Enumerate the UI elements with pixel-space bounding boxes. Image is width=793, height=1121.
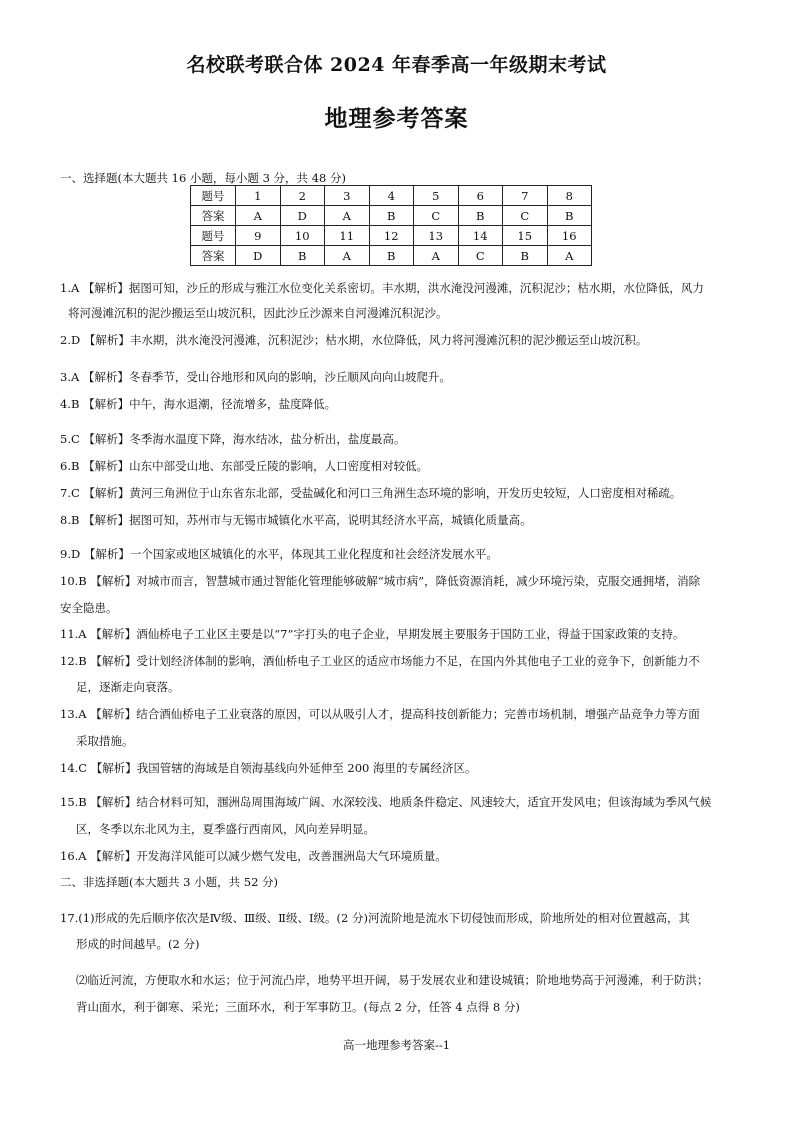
table-row xyxy=(191,226,592,246)
table-cell: 5 xyxy=(414,186,459,206)
table-cell: C xyxy=(503,206,548,226)
table-cell: 12 xyxy=(369,226,414,246)
table-cell: D xyxy=(236,246,281,266)
table-cell: B xyxy=(280,246,325,266)
table-cell: 1 xyxy=(236,186,281,206)
table-cell: 14 xyxy=(458,226,503,246)
answer-table xyxy=(190,185,592,266)
page-footer: 高一地理参考答案--1 xyxy=(342,1038,451,1052)
explanation-line: 足，逐渐走向衰落。 xyxy=(76,680,180,694)
section-heading-choice: 一、选择题(本大题共 16 小题，每小题 3 分，共 48 分) xyxy=(60,171,346,185)
explanation-line: 16.A 【解析】开发海洋风能可以减少燃气发电，改善涠洲岛大气环境质量。 xyxy=(60,849,447,863)
explanation-line: 2.D 【解析】丰水期，洪水淹没河漫滩，沉积泥沙；枯水期，水位降低，风力将河漫滩沉积的泥沙搬运至山坡沉积。 xyxy=(60,333,648,347)
explanation-line: 13.A 【解析】结合酒仙桥电子工业衰落的原因，可以从吸引人才，提高科技创新能力；完善市场机制，增强产品竞争力等方面 xyxy=(60,707,700,721)
table-cell: 8 xyxy=(547,186,592,206)
row-label: 答案 xyxy=(191,206,236,226)
document-subtitle: 地理参考答案 xyxy=(324,105,469,132)
section-heading-nonchoice: 二、非选择题(本大题共 3 小题，共 52 分) xyxy=(60,875,279,889)
table-cell: 13 xyxy=(414,226,459,246)
explanation-line: 将河漫滩沉积的泥沙搬运至山坡沉积，因此沙丘沙源来自河漫滩沉积泥沙。 xyxy=(68,306,448,320)
explanation-line: 形成的时间越早。(2 分) xyxy=(76,937,200,951)
explanation-line: 4.B 【解析】中午，海水退潮，径流增多，盐度降低。 xyxy=(60,397,337,411)
explanation-line: 7.C 【解析】黄河三角洲位于山东省东北部，受盐碱化和河口三角洲生态环境的影响，开发历史较短，人口密度相对稀疏。 xyxy=(60,486,682,500)
explanation-line: 区，冬季以东北风为主，夏季盛行西南风，风向差异明显。 xyxy=(76,822,375,836)
row-label: 题号 xyxy=(191,226,236,246)
table-cell: B xyxy=(458,206,503,226)
table-cell: C xyxy=(414,206,459,226)
explanation-line: 8.B 【解析】据图可知，苏州市与无锡市城镇化水平高，说明其经济水平高，城镇化质量高。 xyxy=(60,513,532,527)
exam-title: 名校联考联合体 2024 年春季高一年级期末考试 xyxy=(186,54,607,76)
explanation-line: 1.A 【解析】据图可知，沙丘的形成与雅江水位变化关系密切。丰水期，洪水淹没河漫滩，沉积泥沙；枯水期，水位降低，风力 xyxy=(60,281,704,295)
table-cell: D xyxy=(280,206,325,226)
table-row xyxy=(191,206,592,226)
table-cell: A xyxy=(547,246,592,266)
explanation-line: 背山面水，利于御寒、采光；三面环水，利于军事防卫。(每点 2 分，任答 4 点得 8 分) xyxy=(76,1000,520,1014)
explanation-line: ⑵临近河流，方便取水和水运；位于河流凸岸，地势平坦开阔，易于发展农业和建设城镇；阶地地势高于河漫滩，利于防洪； xyxy=(76,973,709,987)
row-label: 答案 xyxy=(191,246,236,266)
explanation-line: 5.C 【解析】冬季海水温度下降，海水结冰，盐分析出，盐度最高。 xyxy=(60,432,406,446)
table-cell: 15 xyxy=(503,226,548,246)
table-cell: 7 xyxy=(503,186,548,206)
explanation-line: 9.D 【解析】一个国家或地区城镇化的水平，体现其工业化程度和社会经济发展水平。 xyxy=(60,547,498,561)
table-cell: A xyxy=(414,246,459,266)
table-cell: 3 xyxy=(325,186,370,206)
explanation-line: 15.B 【解析】结合材料可知，涠洲岛周围海域广阔、水深较浅、地质条件稳定、风速较大，适宜开发风电；但该海域为季风气候 xyxy=(60,795,712,809)
table-cell: 16 xyxy=(547,226,592,246)
table-cell: 10 xyxy=(280,226,325,246)
table-cell: A xyxy=(325,206,370,226)
table-cell: A xyxy=(236,206,281,226)
explanation-line: 10.B 【解析】对城市而言，智慧城市通过智能化管理能够破解“城市病”，降低资源消耗，减少环境污染，克服交通拥堵，消除 xyxy=(60,574,701,588)
explanation-line: 12.B 【解析】受计划经济体制的影响，酒仙桥电子工业区的适应市场能力不足，在国内外其他电子工业的竞争下，创新能力不 xyxy=(60,654,700,668)
table-row xyxy=(191,246,592,266)
table-cell: C xyxy=(458,246,503,266)
explanation-line: 11.A 【解析】酒仙桥电子工业区主要是以“7”字打头的电子企业，早期发展主要服务于国防工业，得益于国家政策的支持。 xyxy=(60,627,685,641)
table-cell: 2 xyxy=(280,186,325,206)
table-cell: B xyxy=(547,206,592,226)
explanation-line: 6.B 【解析】山东中部受山地、东部受丘陵的影响，人口密度相对较低。 xyxy=(60,459,429,473)
explanation-line: 14.C 【解析】我国管辖的海域是自领海基线向外延伸至 200 海里的专属经济区。 xyxy=(60,761,477,775)
row-label: 题号 xyxy=(191,186,236,206)
table-cell: B xyxy=(369,246,414,266)
table-cell: 6 xyxy=(458,186,503,206)
table-cell: 9 xyxy=(236,226,281,246)
table-cell: 4 xyxy=(369,186,414,206)
explanation-line: 17.(1)形成的先后顺序依次是Ⅳ级、Ⅲ级、Ⅱ级、Ⅰ级。(2 分)河流阶地是流水下切侵蚀而形成，阶地所处的相对位置越高，其 xyxy=(60,911,690,925)
table-cell: B xyxy=(503,246,548,266)
table-row xyxy=(191,186,592,206)
table-cell: B xyxy=(369,206,414,226)
table-cell: 11 xyxy=(325,226,370,246)
explanation-line: 安全隐患。 xyxy=(60,601,118,615)
explanation-line: 3.A 【解析】冬春季节，受山谷地形和风向的影响，沙丘顺风向向山坡爬升。 xyxy=(60,370,451,384)
explanation-line: 采取措施。 xyxy=(76,734,134,748)
table-cell: A xyxy=(325,246,370,266)
